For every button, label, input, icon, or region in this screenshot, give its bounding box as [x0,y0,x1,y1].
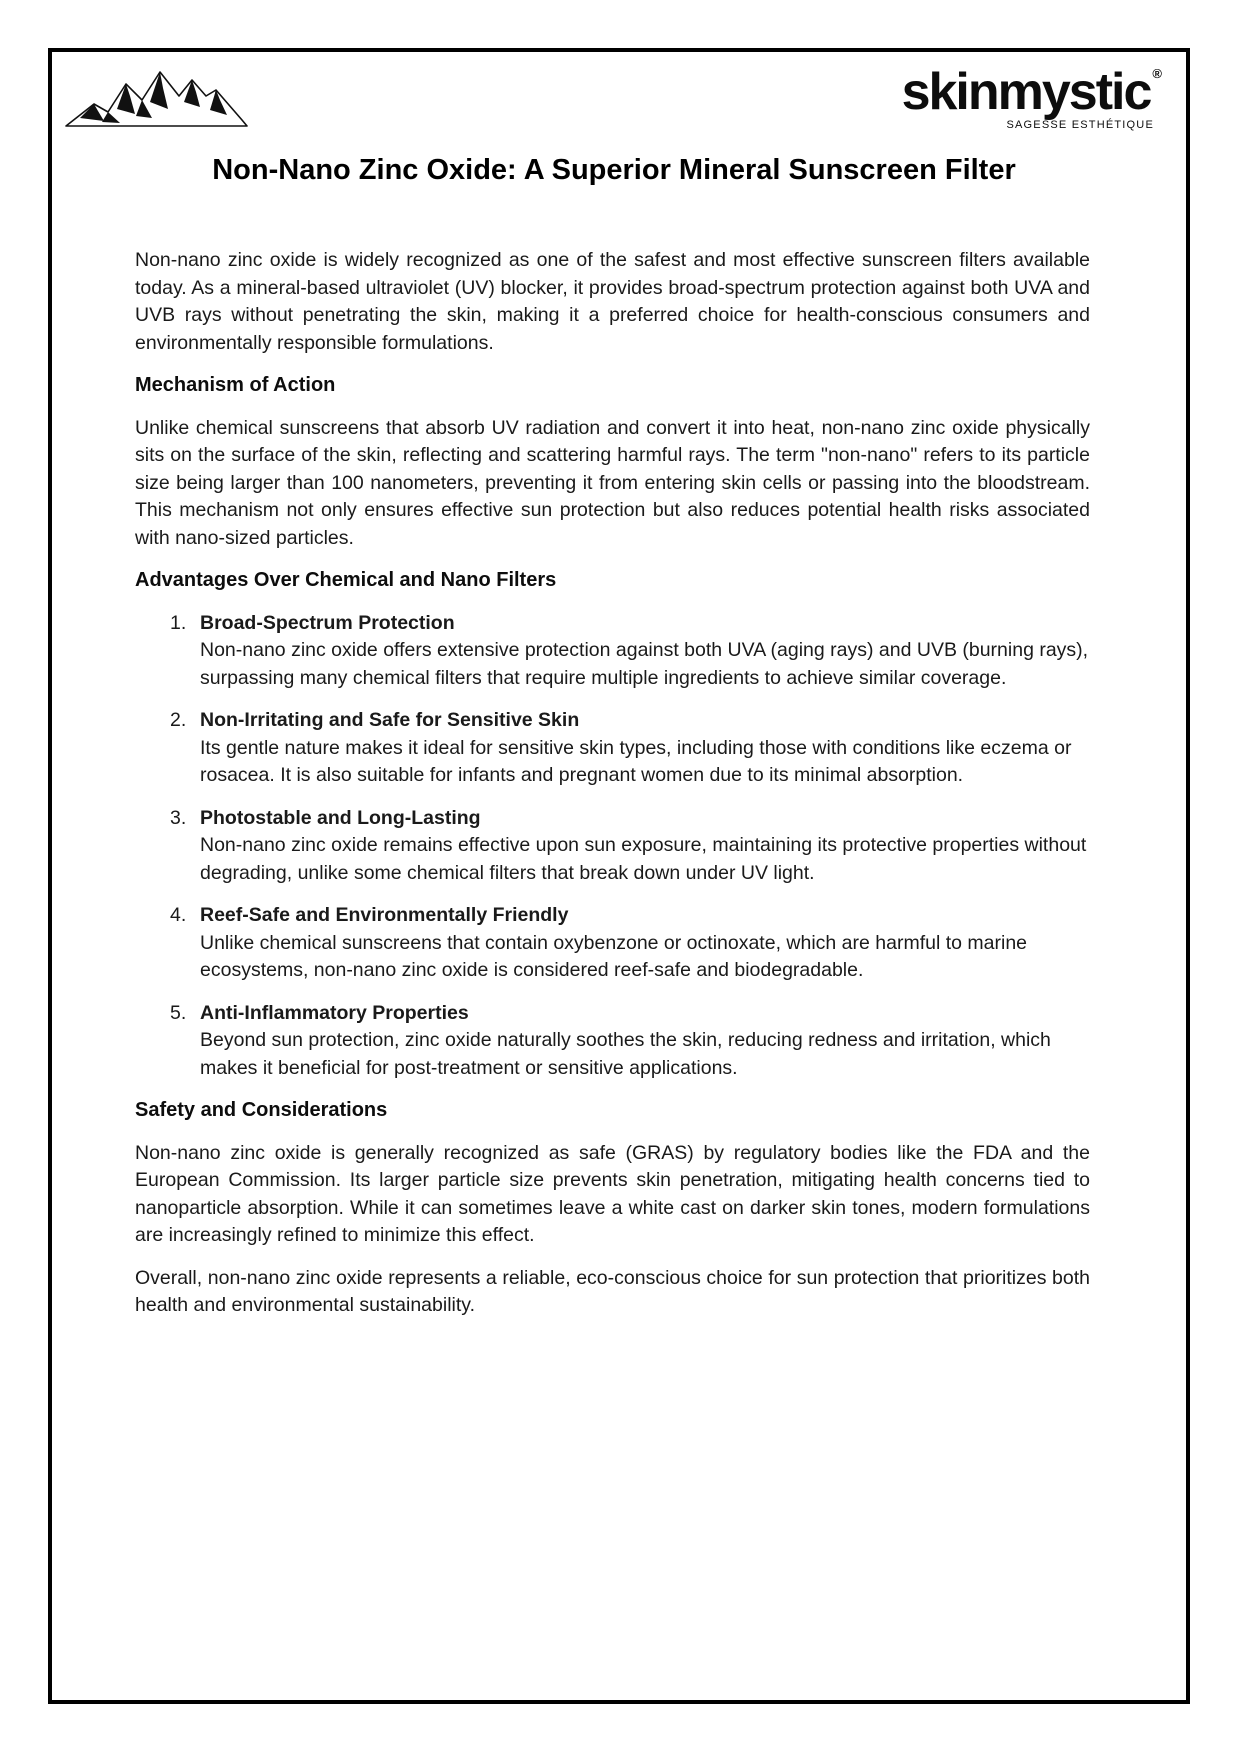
list-item-number: 3. [170,806,187,829]
document-body [52,187,1186,1320]
registered-trademark-icon: ® [1152,66,1162,81]
brand-tagline: SAGESSE ESTHÉTIQUE [1006,119,1154,131]
brand-logo [901,63,1162,131]
list-item [135,707,1090,790]
list-item-title: Anti-Inflammatory Properties [200,1001,469,1024]
intro-paragraph: Non-nano zinc oxide is widely recognized as one of the safest and most effective sunscreen filters available today. As a mineral-based ultraviolet (UV) blocker, it provides broad-spectrum protection against both UVA and UVB rays without penetrating the skin, making it a preferred choice for health-conscious consumers and environmentally responsible formulations. [135,249,1090,354]
section-heading-advantages: Advantages Over Chemical and Nano Filters [135,569,557,591]
list-item-text: Its gentle nature makes it ideal for sensitive skin types, including those with conditions like eczema or rosacea. It is also suitable for infants and pregnant women due to its minimal absorption. [200,736,1072,786]
list-item-number: 1. [170,611,187,634]
list-item [135,805,1090,888]
list-item-text: Non-nano zinc oxide remains effective upon sun exposure, maintaining its protective properties without degrading, unlike some chemical filters that break down under UV light. [200,834,1087,884]
document-header [52,52,1186,144]
safety-paragraph: Non-nano zinc oxide is generally recognized as safe (GRAS) by regulatory bodies like the FDA and the European Commission. Its larger particle size prevents skin penetration, mitigating health concerns tied to nanoparticle absorption. While it can sometimes leave a white cast on darker skin tones, modern formulations are increasingly refined to minimize this effect. [135,1141,1090,1246]
advantages-list [135,610,1090,1083]
list-item-title: Photostable and Long-Lasting [200,806,481,829]
list-item-number: 5. [170,1001,187,1024]
page-border-frame [48,48,1190,1704]
page-title: Non-Nano Zinc Oxide: A Superior Mineral Sunscreen Filter [212,154,1016,186]
mountain-sketch-icon [64,62,249,134]
mountain-logo [64,62,249,134]
list-item-text: Beyond sun protection, zinc oxide naturally soothes the skin, reducing redness and irritation, which makes it beneficial for post-treatment or sensitive applications. [200,1029,1051,1079]
mechanism-paragraph: Unlike chemical sunscreens that absorb UV radiation and convert it into heat, non-nano zinc oxide physically sits on the surface of the skin, reflecting and scattering harmful rays. The term "non-nano" refers to its particle size being larger than 100 nanometers, preventing it from entering skin cells or passing into the bloodstream. This mechanism not only ensures effective sun protection but also reduces potential health risks associated with nano-sized particles. [135,416,1090,549]
list-item-title: Broad-Spectrum Protection [200,611,455,634]
list-item-text: Unlike chemical sunscreens that contain oxybenzone or octinoxate, which are harmful to marine ecosystems, non-nano zinc oxide is considered reef-safe and biodegradable. [200,931,1028,981]
brand-wordmark: skinmystic [901,63,1151,121]
list-item [135,902,1090,985]
list-item-text: Non-nano zinc oxide offers extensive protection against both UVA (aging rays) and UVB (burning rays), surpassing many chemical filters that require multiple ingredients to achieve similar coverage. [200,639,1089,689]
list-item-title: Non-Irritating and Safe for Sensitive Skin [200,709,580,731]
section-heading-mechanism: Mechanism of Action [135,374,336,396]
list-item [135,610,1090,693]
list-item [135,1000,1090,1083]
list-item-number: 4. [170,904,187,926]
list-item-title: Reef-Safe and Environmentally Friendly [200,904,569,926]
list-item-number: 2. [170,709,187,731]
closing-paragraph: Overall, non-nano zinc oxide represents a reliable, eco-conscious choice for sun protection that prioritizes both health and environmental sustainability. [135,1266,1090,1316]
section-heading-safety: Safety and Considerations [135,1099,388,1121]
